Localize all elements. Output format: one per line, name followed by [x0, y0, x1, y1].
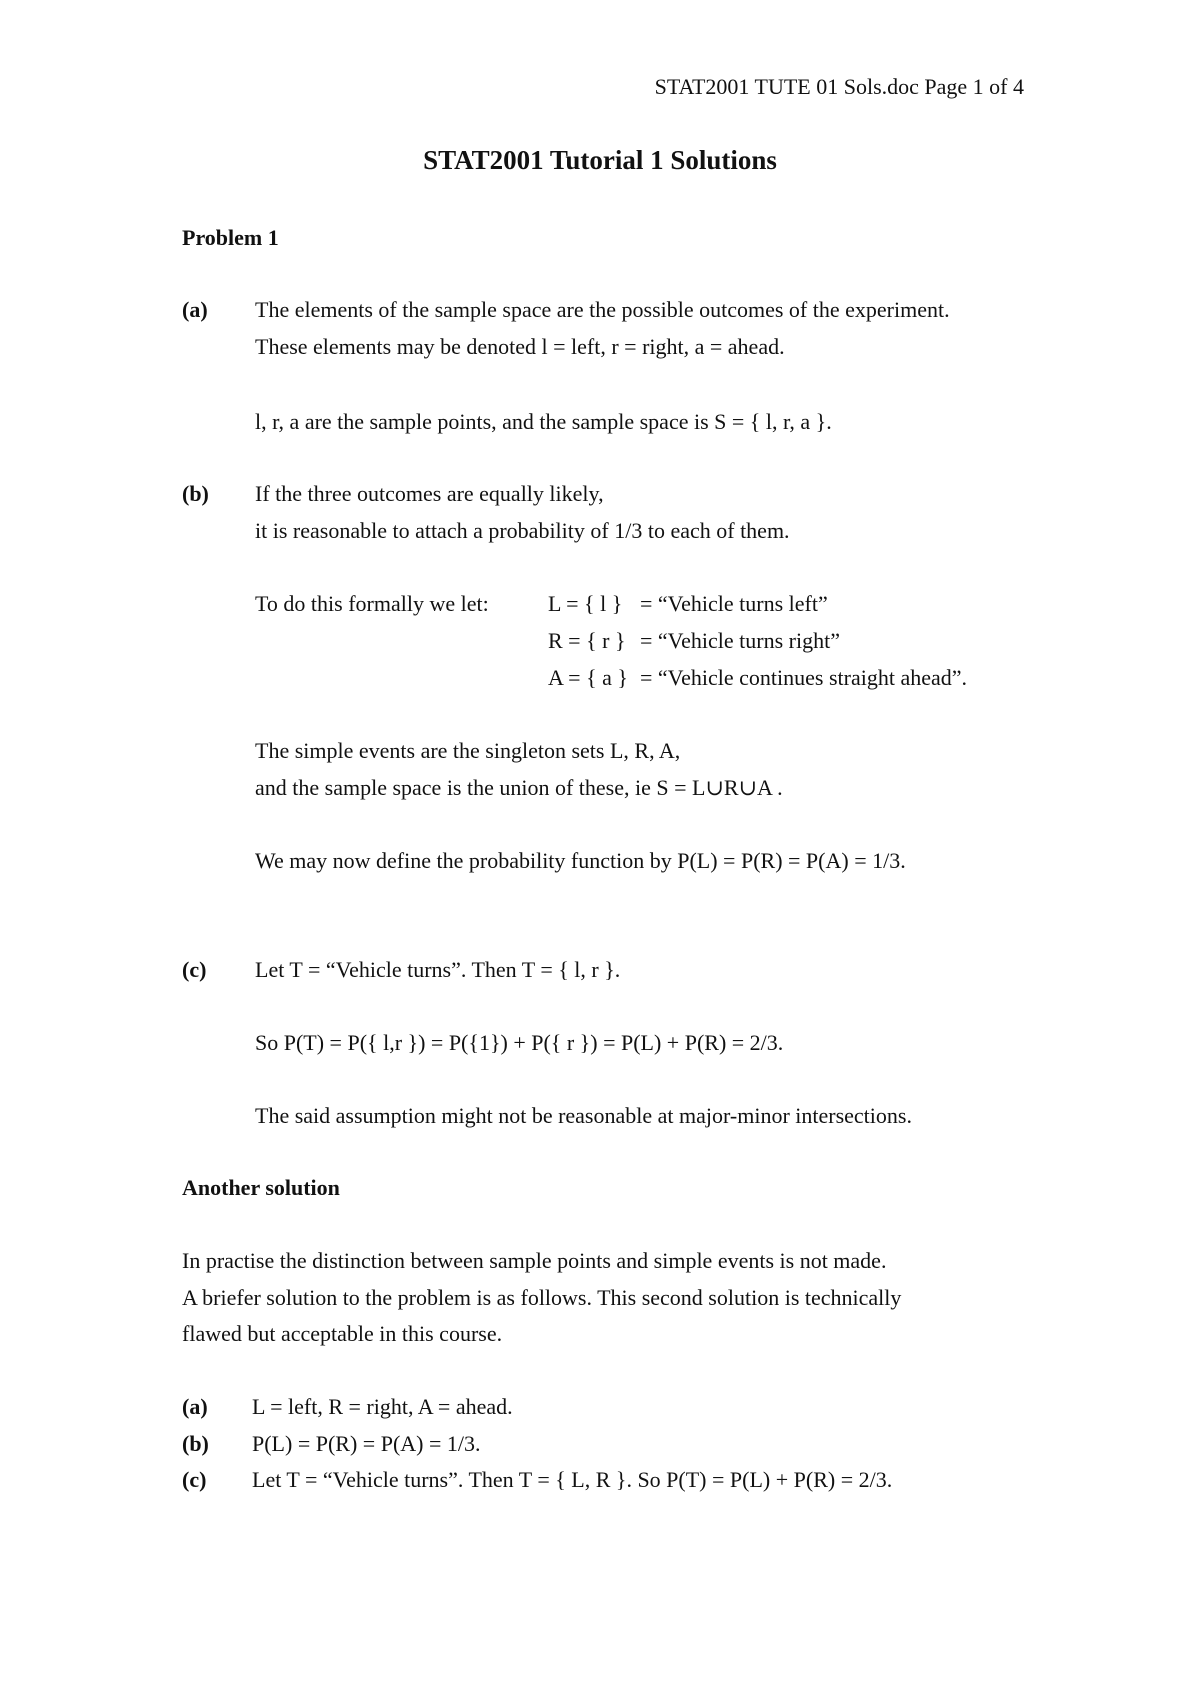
def-set-L: L = { l }: [548, 591, 623, 616]
alt-a-text: L = left, R = right, A = ahead.: [252, 1394, 513, 1419]
part-b-line2: it is reasonable to attach a probability of 1/3 to each of them.: [255, 518, 790, 543]
part-a-line1: The elements of the sample space are the possible outcomes of the experiment.: [255, 297, 950, 322]
part-c-label: (c): [182, 957, 207, 982]
part-b-line4: and the sample space is the union of these, ie S = L∪R∪A .: [255, 775, 783, 800]
def-meaning-A: = “Vehicle continues straight ahead”.: [640, 665, 968, 690]
formally-intro: To do this formally we let:: [255, 591, 489, 616]
page-title: STAT2001 Tutorial 1 Solutions: [423, 145, 777, 175]
running-header: STAT2001 TUTE 01 Sols.doc Page 1 of 4: [654, 74, 1024, 99]
part-b-line5: We may now define the probability function by P(L) = P(R) = P(A) = 1/3.: [255, 848, 906, 873]
problem-1-heading: Problem 1: [182, 225, 279, 250]
another-para-line1: In practise the distinction between sample points and simple events is not made.: [182, 1248, 887, 1273]
part-c-line2: So P(T) = P({ l,r }) = P({1}) + P({ r }) = P(L) + P(R) = 2/3.: [255, 1030, 784, 1055]
alt-b-label: (b): [182, 1431, 209, 1456]
def-set-A: A = { a }: [548, 665, 628, 690]
part-c-line1: Let T = “Vehicle turns”. Then T = { l, r }.: [255, 957, 621, 982]
alt-b-text: P(L) = P(R) = P(A) = 1/3.: [252, 1431, 481, 1456]
part-a-line3: l, r, a are the sample points, and the sample space is S = { l, r, a }.: [255, 409, 832, 434]
part-c-line3: The said assumption might not be reasonable at major-minor intersections.: [255, 1103, 912, 1128]
alt-a-label: (a): [182, 1394, 208, 1419]
another-para-line2: A briefer solution to the problem is as follows. This second solution is technically: [182, 1285, 902, 1310]
def-set-R: R = { r }: [548, 628, 626, 653]
part-b-line3: The simple events are the singleton sets L, R, A,: [255, 738, 681, 763]
def-meaning-R: = “Vehicle turns right”: [640, 628, 840, 653]
part-a-label: (a): [182, 297, 208, 322]
def-meaning-L: = “Vehicle turns left”: [640, 591, 828, 616]
part-b-label: (b): [182, 481, 209, 506]
another-para-line3: flawed but acceptable in this course.: [182, 1321, 503, 1346]
part-a-line2: These elements may be denoted l = left, r = right, a = ahead.: [255, 334, 785, 359]
alt-c-label: (c): [182, 1467, 207, 1492]
alt-c-text: Let T = “Vehicle turns”. Then T = { L, R }. So P(T) = P(L) + P(R) = 2/3.: [252, 1467, 893, 1492]
part-b-line1: If the three outcomes are equally likely,: [255, 481, 604, 506]
another-solution-heading: Another solution: [182, 1175, 340, 1200]
